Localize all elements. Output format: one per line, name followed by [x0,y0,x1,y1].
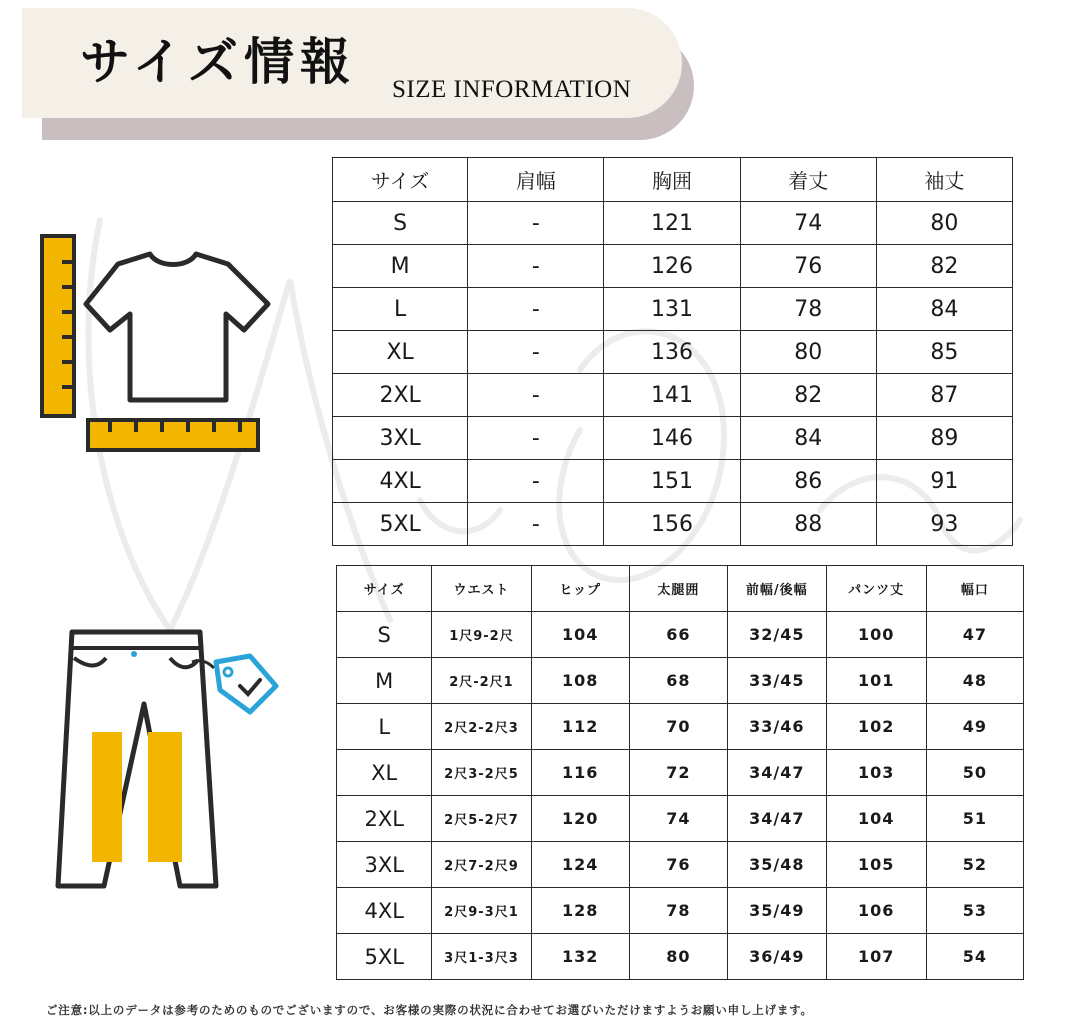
table-row [333,245,1013,288]
table-cell: 4XL [333,460,468,503]
table-cell: 126 [604,245,740,288]
table-cell: 103 [826,750,926,796]
table-cell: - [468,374,604,417]
table-cell: 100 [826,612,926,658]
column-header-pants-length: パンツ丈 [826,566,926,612]
table-cell: 2尺9-3尺1 [432,888,531,934]
table-cell: XL [337,750,432,796]
table-cell: 128 [531,888,629,934]
table-cell: L [337,704,432,750]
table-cell: 53 [926,888,1023,934]
table-cell: 1尺9-2尺 [432,612,531,658]
column-header-hip: ヒップ [531,566,629,612]
table-cell: 104 [826,796,926,842]
table-cell: 132 [531,934,629,980]
table-cell: 70 [629,704,727,750]
table-cell: 89 [876,417,1012,460]
table-row [337,658,1024,704]
table-cell: 78 [740,288,876,331]
column-header-sleeve: 袖丈 [876,158,1012,202]
table-cell: 121 [604,202,740,245]
table-cell: 107 [826,934,926,980]
table-cell: 124 [531,842,629,888]
table-cell: - [468,417,604,460]
table-row [333,374,1013,417]
table-row [337,842,1024,888]
table-cell: 151 [604,460,740,503]
table-cell: 136 [604,331,740,374]
table-cell: - [468,202,604,245]
table-cell: 116 [531,750,629,796]
table-cell: 68 [629,658,727,704]
table-cell: 88 [740,503,876,546]
table-cell: 104 [531,612,629,658]
table-cell: 33/45 [728,658,827,704]
table-cell: 156 [604,503,740,546]
pants-icon [52,624,284,894]
table-cell: 2尺5-2尺7 [432,796,531,842]
table-cell: 131 [604,288,740,331]
table-cell: 80 [629,934,727,980]
table-cell: 4XL [337,888,432,934]
table-cell: 2尺2-2尺3 [432,704,531,750]
table-row [333,288,1013,331]
table-cell: 52 [926,842,1023,888]
table-row [333,460,1013,503]
table-cell: 84 [876,288,1012,331]
table-cell: 3XL [337,842,432,888]
table-cell: - [468,245,604,288]
table-row [337,888,1024,934]
column-header-waist: ウエスト [432,566,531,612]
table-cell: - [468,503,604,546]
column-header-rise: 前幅/後幅 [728,566,827,612]
table-row [333,202,1013,245]
table-cell: 86 [740,460,876,503]
table-cell: 36/49 [728,934,827,980]
table-cell: 5XL [333,503,468,546]
table-cell: 87 [876,374,1012,417]
table-row [337,750,1024,796]
table-cell: 47 [926,612,1023,658]
table-cell: - [468,331,604,374]
table-cell: 91 [876,460,1012,503]
column-header-size: サイズ [337,566,432,612]
table-cell: 84 [740,417,876,460]
table-cell: 74 [740,202,876,245]
column-header-chest: 胸囲 [604,158,740,202]
top-size-table [332,157,1013,546]
table-cell: 82 [876,245,1012,288]
table-cell: 82 [740,374,876,417]
table-cell: 146 [604,417,740,460]
table-header-row [337,566,1024,612]
table-cell: 85 [876,331,1012,374]
table-cell: 2XL [337,796,432,842]
table-cell: 35/49 [728,888,827,934]
table-cell: 102 [826,704,926,750]
table-cell: 80 [876,202,1012,245]
table-cell: S [337,612,432,658]
table-cell: 2尺-2尺1 [432,658,531,704]
table-cell: 54 [926,934,1023,980]
table-cell: 78 [629,888,727,934]
table-cell: 2XL [333,374,468,417]
table-cell: 2尺3-2尺5 [432,750,531,796]
table-cell: 33/46 [728,704,827,750]
table-cell: - [468,460,604,503]
table-cell: 34/47 [728,796,827,842]
table-row [333,331,1013,374]
bottom-size-table [336,565,1024,980]
table-cell: 51 [926,796,1023,842]
table-cell: 32/45 [728,612,827,658]
table-cell: 105 [826,842,926,888]
table-cell: 101 [826,658,926,704]
table-cell: 3尺1-3尺3 [432,934,531,980]
column-header-thigh: 太腿囲 [629,566,727,612]
table-cell: 108 [531,658,629,704]
table-cell: 2尺7-2尺9 [432,842,531,888]
table-cell: 112 [531,704,629,750]
tshirt-icon [38,232,278,458]
table-cell: 66 [629,612,727,658]
page-subtitle: SIZE INFORMATION [392,76,632,103]
table-cell: - [468,288,604,331]
table-row [337,704,1024,750]
table-cell: 80 [740,331,876,374]
column-header-hem: 幅口 [926,566,1023,612]
table-cell: 3XL [333,417,468,460]
table-cell: M [333,245,468,288]
table-cell: 120 [531,796,629,842]
table-cell: 35/48 [728,842,827,888]
table-cell: 34/47 [728,750,827,796]
table-cell: 48 [926,658,1023,704]
table-row [337,612,1024,658]
table-cell: L [333,288,468,331]
table-cell: 50 [926,750,1023,796]
table-cell: M [337,658,432,704]
column-header-length: 着丈 [740,158,876,202]
table-row [337,796,1024,842]
table-cell: 72 [629,750,727,796]
column-header-shoulder: 肩幅 [468,158,604,202]
table-row [333,417,1013,460]
footnote: ご注意:以上のデータは参考のためのものでございますので、お客様の実際の状況に合わせてお選びいただけますようお願い申し上げます。 [46,1003,813,1017]
table-cell: 5XL [337,934,432,980]
table-cell: 76 [740,245,876,288]
table-cell: S [333,202,468,245]
column-header-size: サイズ [333,158,468,202]
table-row [337,934,1024,980]
table-cell: 106 [826,888,926,934]
table-header-row [333,158,1013,202]
table-cell: 49 [926,704,1023,750]
page-title: サイズ情報 [80,32,356,91]
table-cell: XL [333,331,468,374]
table-cell: 141 [604,374,740,417]
table-row [333,503,1013,546]
table-cell: 76 [629,842,727,888]
table-cell: 93 [876,503,1012,546]
table-cell: 74 [629,796,727,842]
